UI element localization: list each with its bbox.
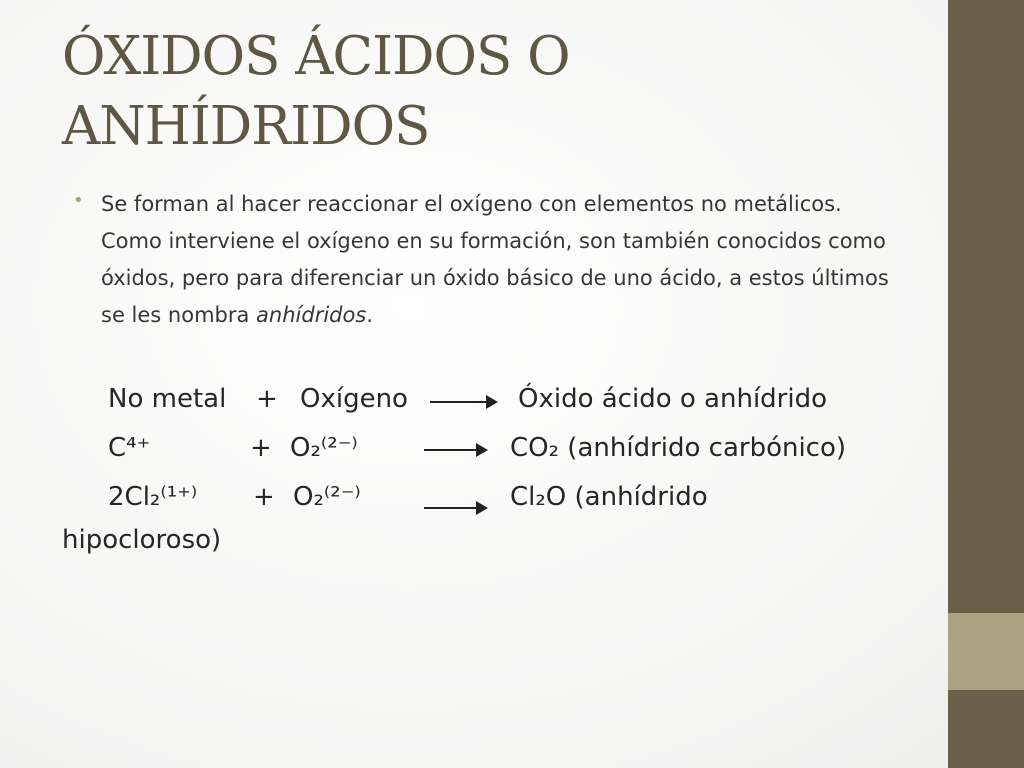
eq2-reactant-a: C⁴⁺ <box>108 433 151 463</box>
eq3-product: Cl₂O (anhídrido <box>510 482 708 512</box>
eq3-plus: + <box>253 482 275 512</box>
eq2-arrow-icon <box>424 449 486 451</box>
slide-title <box>62 22 922 162</box>
eq3-arrow-icon <box>424 507 486 509</box>
side-band-dark-top <box>948 0 1024 613</box>
paragraph-text: Se forman al hacer reaccionar el oxígeno con elementos no metálicos. Como interviene el oxígeno en su formación, son también conocidos como óxidos, pero para diferenciar un óxido básico de uno ácido, a estos últimos se les nombra <box>101 192 889 327</box>
bullet-dot-icon: • <box>73 190 84 211</box>
eq3-product-continued: hipocloroso) <box>62 525 222 555</box>
eq1-reactant-a: No metal <box>108 384 227 414</box>
eq1-arrow-icon <box>430 401 496 403</box>
paragraph-italic-term: anhídridos <box>256 303 367 327</box>
bullet-paragraph <box>101 186 901 334</box>
eq2-reactant-b: O₂⁽²⁻⁾ <box>290 433 358 463</box>
eq3-reactant-b: O₂⁽²⁻⁾ <box>293 482 361 512</box>
eq2-plus: + <box>250 433 272 463</box>
eq3-reactant-a: 2Cl₂⁽¹⁺⁾ <box>108 482 198 512</box>
side-band-dark-bottom <box>948 690 1024 768</box>
eq1-plus: + <box>256 384 278 414</box>
title-line-2: ANHÍDRIDOS <box>62 96 430 157</box>
title-line-1: ÓXIDOS ÁCIDOS O <box>62 26 570 87</box>
eq1-reactant-b: Oxígeno <box>300 384 408 414</box>
paragraph-end: . <box>366 303 373 327</box>
eq1-product: Óxido ácido o anhídrido <box>518 384 827 414</box>
side-band-light <box>948 613 1024 690</box>
eq2-product: CO₂ (anhídrido carbónico) <box>510 433 847 463</box>
